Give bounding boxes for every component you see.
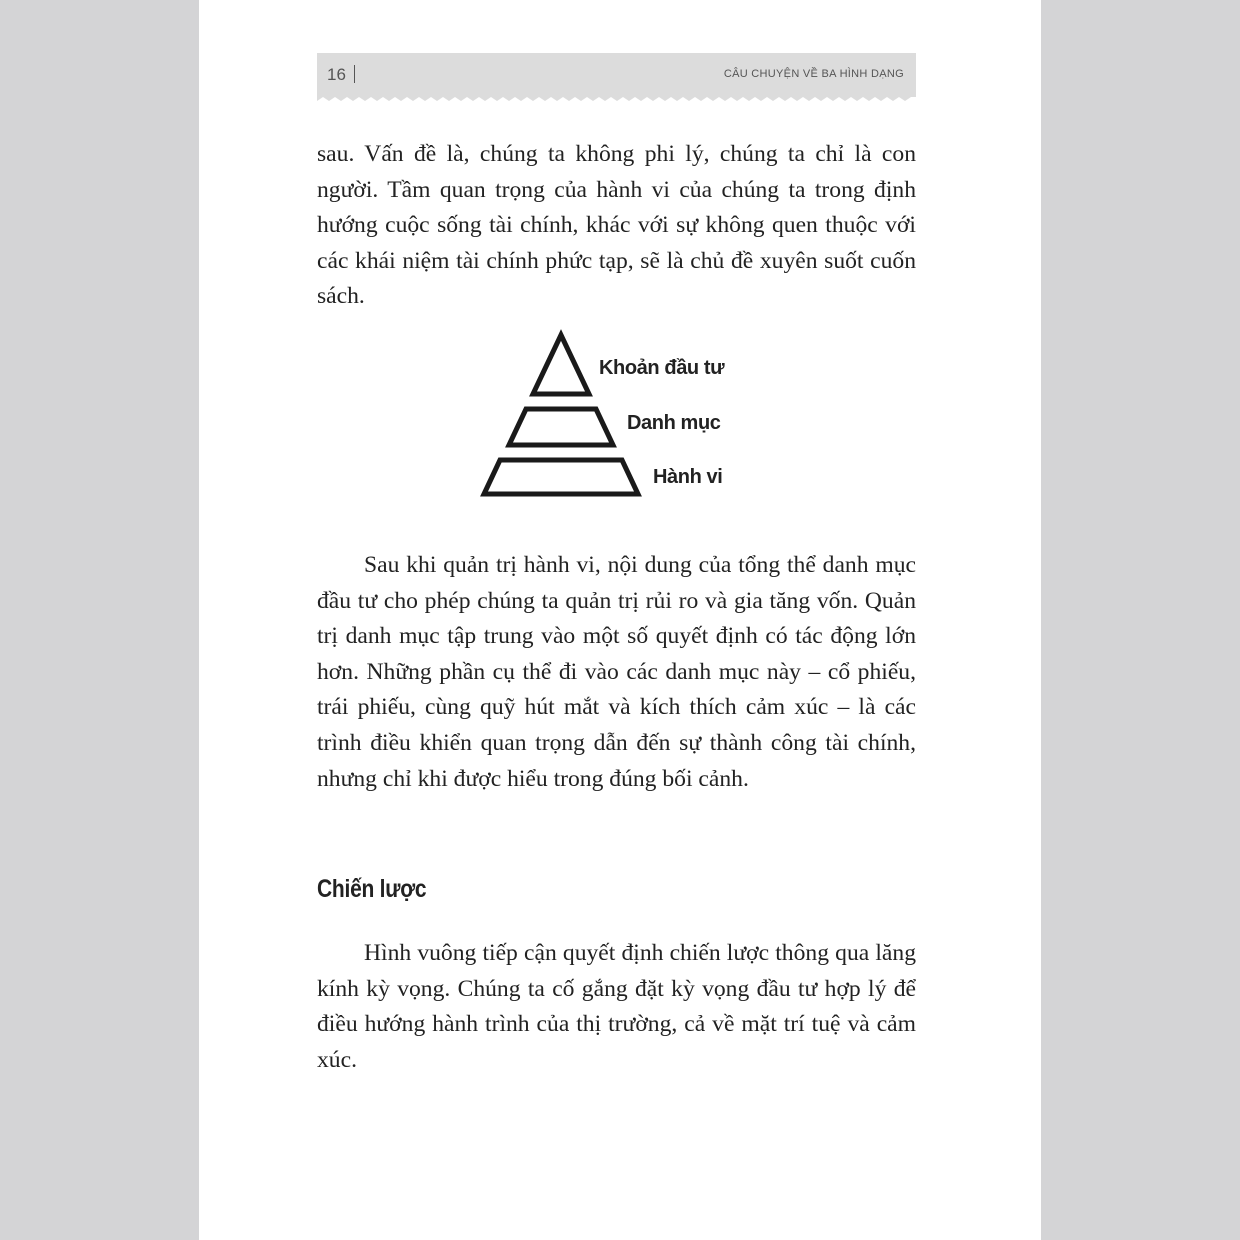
- book-page: [199, 0, 1041, 1240]
- running-title: CÂU CHUYỆN VỀ BA HÌNH DẠNG: [723, 68, 904, 80]
- page-number: 16: [327, 65, 346, 84]
- running-header: [317, 53, 916, 97]
- page-number-separator: [354, 65, 355, 83]
- section-heading-strategy: Chiến lược: [317, 875, 427, 903]
- header-zigzag-edge: [317, 96, 916, 102]
- pyramid-label-portfolio: Danh mục: [627, 412, 721, 434]
- paragraph-portfolio: Sau khi quản trị hành vi, nội dung của tổng thể danh mục đầu tư cho phép chúng ta quản trị rủi ro và gia tăng vốn. Quản trị danh mục tập trung vào một số quyết định có tác động lớn hơn. Những phần cụ thể đi vào các danh mục này – cổ phiếu, trái phiếu, cùng quỹ hút mắt và kích thích cảm xúc – là các trình điều khiển quan trọng dẫn đến sự thành công tài chính, nhưng chỉ khi được hiểu trong đúng bối cảnh.: [317, 552, 916, 792]
- pyramid-label-investment: Khoản đầu tư: [599, 357, 725, 379]
- pyramid-diagram: [479, 328, 739, 500]
- paragraph-strategy: Hình vuông tiếp cận quyết định chiến lược thông qua lăng kính kỳ vọng. Chúng ta cố gắng đặt kỳ vọng đầu tư hợp lý để điều hướng hành trình của thị trường, cả về mặt trí tuệ và cảm xúc.: [317, 940, 916, 1073]
- pyramid-top-triangle: [533, 335, 589, 394]
- pyramid-label-behavior: Hành vi: [653, 466, 723, 488]
- pyramid-middle-trapezoid: [509, 409, 613, 445]
- paragraph-intro: sau. Vấn đề là, chúng ta không phi lý, chúng ta chỉ là con người. Tầm quan trọng của hành vi của chúng ta trong định hướng cuộc sống tài chính, khác với sự không quen thuộc với các khái niệm tài chính phức tạp, sẽ là chủ đề xuyên suốt cuốn sách.: [317, 141, 916, 310]
- pyramid-bottom-trapezoid: [484, 460, 638, 494]
